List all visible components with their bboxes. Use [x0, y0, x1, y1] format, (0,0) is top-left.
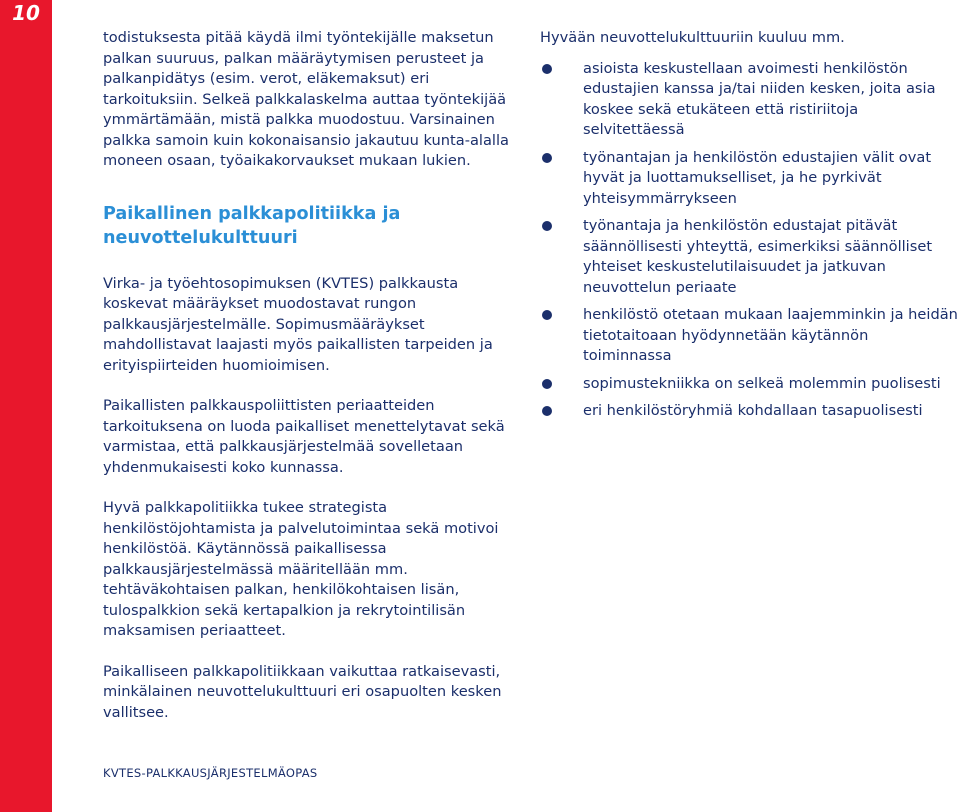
- bullet-list: [540, 59, 958, 422]
- list-item-text: asioista keskustellaan avoimesti henkilöstön edustajien kanssa ja/tai niiden kesken, joita asia koskee sekä etukäteen että ristiriitoja selvitettäessä: [583, 59, 936, 138]
- paragraph-2: Virka- ja työehtosopimuksen (KVTES) palkkausta koskevat määräykset muodostavat rungon palkkausjärjestelmälle. Sopimusmääräykset mahdollistavat laajasti myös paikallisten tarpeiden ja erityispiirteiden huomioimisen.: [103, 274, 493, 374]
- list-item-text: työnantajan ja henkilöstön edustajien välit ovat hyvät ja luottamukselliset, ja he pyrkivät yhteisymmärrykseen: [583, 148, 932, 207]
- list-item: [540, 305, 958, 367]
- bullet-dot-icon: [542, 310, 552, 320]
- page-number: 10: [12, 1, 40, 25]
- paragraph-1: todistuksesta pitää käydä ilmi työntekijälle maksetun palkan suuruus, palkan määräytymisen perusteet ja palkanpidätys (esim. verot, eläkemaksut) eri tarkoituksiin. Selkeä palkkalaskelma auttaa työntekijää ymmärtämään, mistä palkka muodostuu. Varsinainen palkka samoin kuin kokonaisansio jakautuu kunta-alalla moneen osaan, työaikakorvaukset mukaan lukien.: [103, 29, 509, 169]
- paragraph-4: Hyvä palkkapolitiikka tukee strategista henkilöstöjohtamista ja palvelutoimintaa sekä motivoi henkilöstöä. Käytännössä paikallisessa palkkausjärjestelmässä määritellään mm. tehtäväkohtaisen palkan, henkilökohtaisen lisän, tulospalkkion sekä kertapalkion ja rekrytointilisän maksamisen periaatteet.: [103, 499, 499, 639]
- list-item-text: eri henkilöstöryhmiä kohdallaan tasapuolisesti: [583, 402, 923, 419]
- page-margin-bar: [0, 0, 52, 812]
- list-intro: Hyvään neuvottelukulttuuriin kuuluu mm.: [540, 29, 845, 46]
- list-item-text: sopimustekniikka on selkeä molemmin puolisesti: [583, 374, 941, 392]
- list-item: [540, 374, 958, 395]
- list-item: [540, 401, 958, 422]
- section-heading: Paikallinen palkkapolitiikka ja neuvottelukulttuuri: [103, 203, 401, 248]
- right-column: [540, 28, 958, 429]
- list-item-text: työnantaja ja henkilöstön edustajat pitävät säännöllisesti yhteyttä, esimerkiksi säännölliset yhteiset keskustelutilaisuudet ja jatkuvan neuvottelun periaate: [583, 217, 933, 296]
- bullet-dot-icon: [542, 379, 552, 389]
- paragraph-3: Paikallisten palkkauspoliittisten periaatteiden tarkoituksena on luoda paikalliset menettelytavat sekä varmistaa, että palkkausjärjestelmää sovelletaan yhdenmukaisesti koko kunnassa.: [103, 397, 505, 476]
- bullet-dot-icon: [542, 64, 552, 74]
- list-item: [540, 216, 958, 298]
- bullet-dot-icon: [542, 406, 552, 416]
- paragraph-5: Paikalliseen palkkapolitiikkaan vaikuttaa ratkaisevasti, minkälainen neuvottelukulttuuri eri osapuolten kesken vallitsee.: [103, 662, 502, 721]
- left-column: [103, 28, 523, 723]
- running-footer: KVTES-PALKKAUSJÄRJESTELMÄOPAS: [103, 766, 318, 780]
- bullet-dot-icon: [542, 153, 552, 163]
- list-item: [540, 148, 958, 210]
- list-item-text: henkilöstö otetaan mukaan laajemminkin ja heidän tietotaitoaan hyödynnetään käytännön toiminnassa: [583, 306, 958, 364]
- bullet-dot-icon: [542, 221, 552, 231]
- list-item: [540, 59, 958, 141]
